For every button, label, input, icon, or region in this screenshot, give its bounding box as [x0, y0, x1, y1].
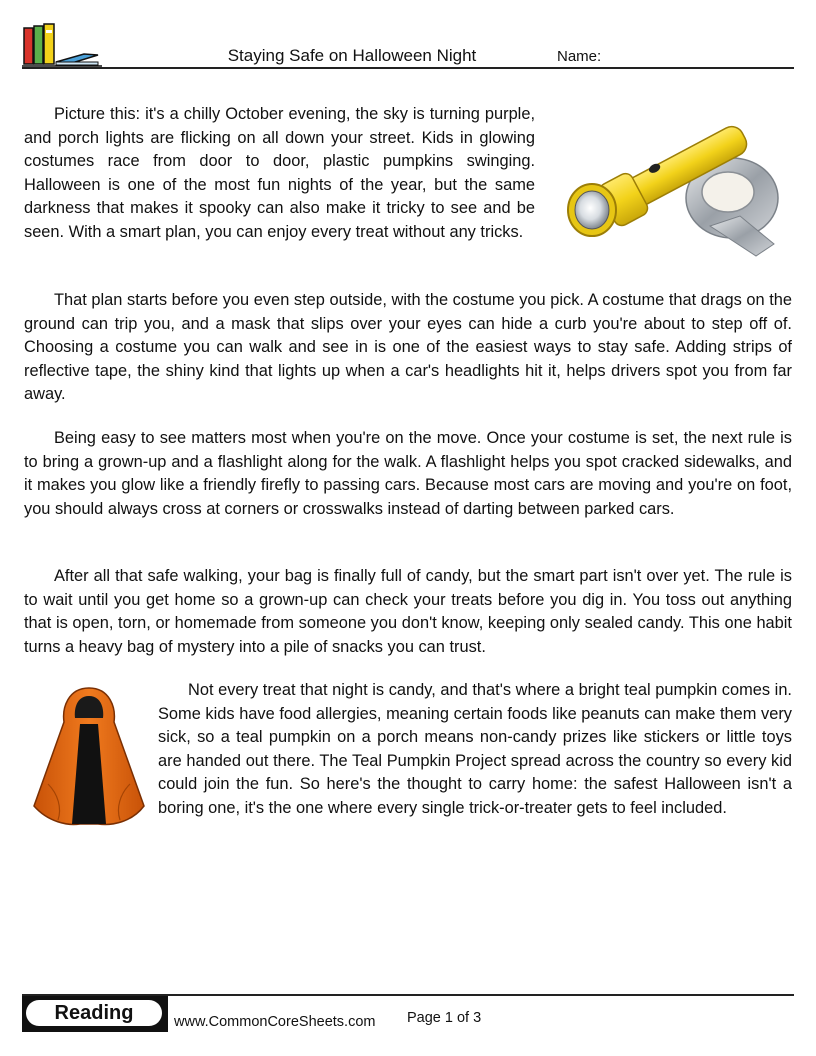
site-url[interactable]: www.CommonCoreSheets.com	[174, 1014, 376, 1030]
worksheet-header	[22, 22, 794, 70]
page-number: Page 1 of 3	[407, 1010, 482, 1026]
paragraph-4: After all that safe walking, your bag is finally full of candy, but the smart part isn't over yet. The rule is to wait until you get home so a grown-up can check your treats before you dig in. You toss out anything that is open, torn, or homemade from someone you don't know, keeping only sealed candy. This one habit turns a heavy bag of mystery into a pile of snacks you can trust.	[24, 567, 792, 656]
books-icon	[22, 22, 102, 68]
flashlight-and-tape-icon	[560, 106, 782, 258]
subject-badge	[22, 996, 168, 1032]
header-divider	[22, 67, 794, 69]
paragraph-3: Being easy to see matters most when you're on the move. Once your costume is set, the next rule is to bring a grown-up and a flashlight along for the walk. A flashlight helps you spot cracked sidewalks, and it makes you glow like a friendly firefly to passing cars. Because most cars are moving and you're on foot, you should always cross at corners or crosswalks instead of darting between parked cars.	[24, 429, 792, 518]
paragraph-1: Picture this: it's a chilly October evening, the sky is turning purple, and porch lights are flicking on all down your street. Kids in glowing costumes race from door to door, plastic pumpkins swinging. Halloween is one of the most fun nights of the year, but the same darkness that makes it spooky can also make it tricky to see and be seen. With a smart plan, you can enjoy every treat without any tricks.	[24, 105, 535, 241]
worksheet-footer	[22, 994, 794, 1034]
paragraph-2: That plan starts before you even step outside, with the costume you pick. A costume that drags on the ground can trip you, and a mask that slips over your eyes can hide a curb you're about to step off of. Choosing a costume you can walk and see in is one of the easiest ways to stay safe. Adding strips of reflective tape, the shiny kind that lights up when a car's headlights hit it, helps drivers spot you from far away.	[24, 291, 792, 403]
paragraph-5: Not every treat that night is candy, and that's where a bright teal pumpkin comes in. Some kids have food allergies, meaning certain foods like peanuts can make them very sick, so a teal pumpkin on a porch means non-candy prizes like stickers or little toys are handed out there. The Teal Pumpkin Project spread across the country so every kid could join the fun. So here's the thought to carry home: the safest Halloween isn't a boring one, it's the one where every single trick-or-treater gets to feel included.	[158, 681, 792, 817]
orange-cape-icon	[28, 684, 150, 834]
page-title: Staying Safe on Halloween Night	[227, 46, 477, 65]
subject-label: Reading	[26, 1000, 162, 1026]
name-label: Name:	[557, 48, 602, 65]
